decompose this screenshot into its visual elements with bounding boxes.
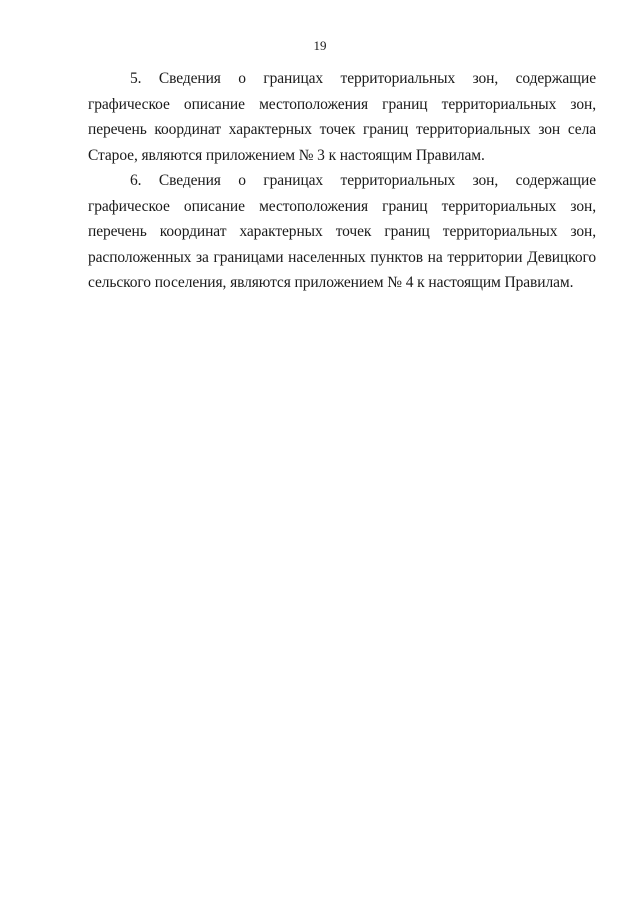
document-body — [88, 66, 596, 296]
paragraph-5: 5. Сведения о границах территориальных зон, содержащие графическое описание местоположения границ территориальных зон, перечень координат характерных точек границ территориальных зон села Старое, являются приложением № 3 к настоящим Правилам. — [88, 70, 596, 164]
paragraph-6: 6. Сведения о границах территориальных зон, содержащие графическое описание местоположения границ территориальных зон, перечень координат характерных точек границ территориальных зон, расположенных за границами населенных пунктов на территории Девицкого сельского поселения, являются приложением № 4 к настоящим Правилам. — [88, 172, 596, 291]
page-number: 19 — [313, 38, 327, 53]
